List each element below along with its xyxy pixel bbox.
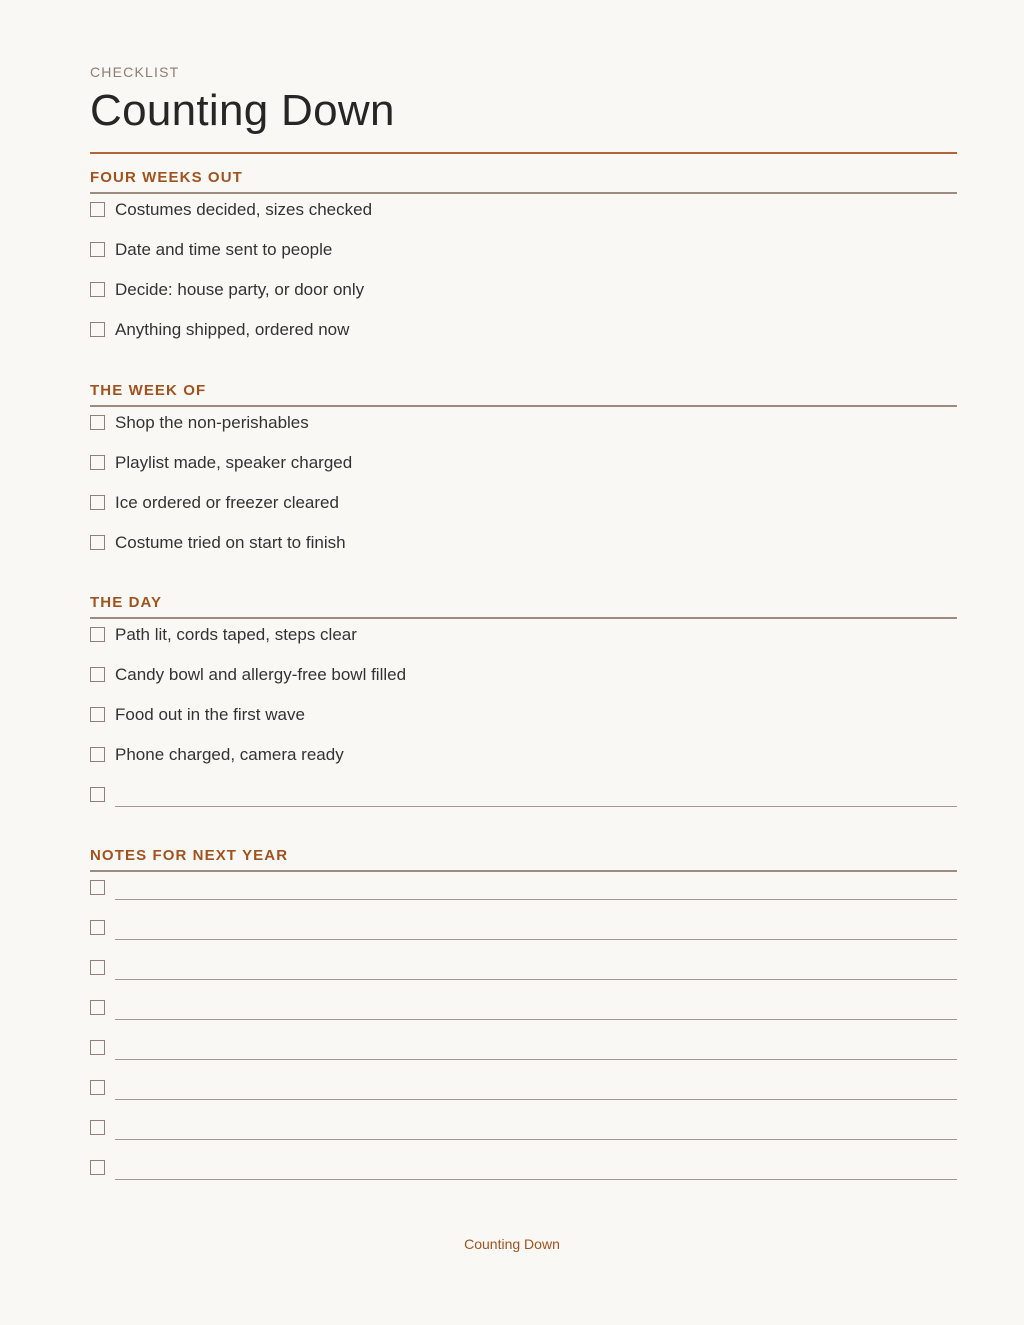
item-label: Costumes decided, sizes checked [115, 200, 373, 219]
checkbox[interactable] [90, 242, 105, 257]
list-item [90, 194, 957, 234]
blank-list-item [90, 872, 957, 912]
blank-list-item [90, 1072, 957, 1112]
checkbox[interactable] [90, 1000, 105, 1015]
checkbox[interactable] [90, 1080, 105, 1095]
write-in-line[interactable] [115, 939, 957, 940]
list-item [90, 274, 957, 314]
checklist-page [90, 0, 957, 1325]
write-in-line[interactable] [115, 1099, 957, 1100]
item-label: Path lit, cords taped, steps clear [115, 625, 357, 644]
checkbox[interactable] [90, 202, 105, 217]
item-label: Playlist made, speaker charged [115, 453, 353, 472]
checkbox[interactable] [90, 1120, 105, 1135]
section-notes-for-next-year [90, 846, 957, 1192]
blank-list-item [90, 1112, 957, 1152]
list-item [90, 234, 957, 274]
checkbox[interactable] [90, 787, 105, 802]
eyebrow-label: CHECKLIST [90, 64, 180, 80]
checkbox[interactable] [90, 707, 105, 722]
item-label: Anything shipped, ordered now [115, 320, 350, 339]
list-item [90, 739, 957, 779]
write-in-line[interactable] [115, 899, 957, 900]
section-heading: NOTES FOR NEXT YEAR [90, 846, 957, 872]
list-item [90, 314, 957, 354]
section-heading: THE WEEK OF [90, 381, 957, 407]
item-label: Shop the non-perishables [115, 413, 309, 432]
checkbox[interactable] [90, 667, 105, 682]
item-label: Ice ordered or freezer cleared [115, 493, 339, 512]
title-divider [90, 152, 957, 154]
checkbox[interactable] [90, 1040, 105, 1055]
item-label: Date and time sent to people [115, 240, 333, 259]
page-footer: Counting Down [464, 1236, 560, 1252]
section-heading: THE DAY [90, 593, 957, 619]
write-in-line[interactable] [115, 1019, 957, 1020]
list-item [90, 699, 957, 739]
checkbox[interactable] [90, 747, 105, 762]
checkbox[interactable] [90, 1160, 105, 1175]
list-item [90, 447, 957, 487]
section-the-week-of [90, 381, 957, 567]
write-in-line[interactable] [115, 979, 957, 980]
list-item [90, 407, 957, 447]
checkbox[interactable] [90, 282, 105, 297]
item-label: Costume tried on start to finish [115, 533, 346, 552]
list-item [90, 487, 957, 527]
blank-list-item [90, 912, 957, 952]
list-item [90, 619, 957, 659]
write-in-line[interactable] [115, 1059, 957, 1060]
checkbox[interactable] [90, 415, 105, 430]
section-four-weeks-out [90, 168, 957, 354]
section-heading: FOUR WEEKS OUT [90, 168, 957, 194]
write-in-line[interactable] [115, 1179, 957, 1180]
checkbox[interactable] [90, 455, 105, 470]
write-in-line[interactable] [115, 806, 957, 807]
item-label: Decide: house party, or door only [115, 280, 365, 299]
checkbox[interactable] [90, 627, 105, 642]
item-label: Candy bowl and allergy-free bowl filled [115, 665, 407, 684]
checkbox[interactable] [90, 322, 105, 337]
checkbox[interactable] [90, 880, 105, 895]
list-item [90, 659, 957, 699]
checkbox[interactable] [90, 495, 105, 510]
blank-list-item [90, 1032, 957, 1072]
checkbox[interactable] [90, 535, 105, 550]
blank-list-item [90, 992, 957, 1032]
blank-list-item [90, 952, 957, 992]
item-label: Phone charged, camera ready [115, 745, 344, 764]
checkbox[interactable] [90, 920, 105, 935]
blank-list-item [90, 1152, 957, 1192]
checkbox[interactable] [90, 960, 105, 975]
item-label: Food out in the first wave [115, 705, 305, 724]
section-the-day [90, 593, 957, 819]
blank-list-item [90, 779, 957, 819]
list-item [90, 527, 957, 567]
page-title: Counting Down [90, 86, 395, 135]
write-in-line[interactable] [115, 1139, 957, 1140]
